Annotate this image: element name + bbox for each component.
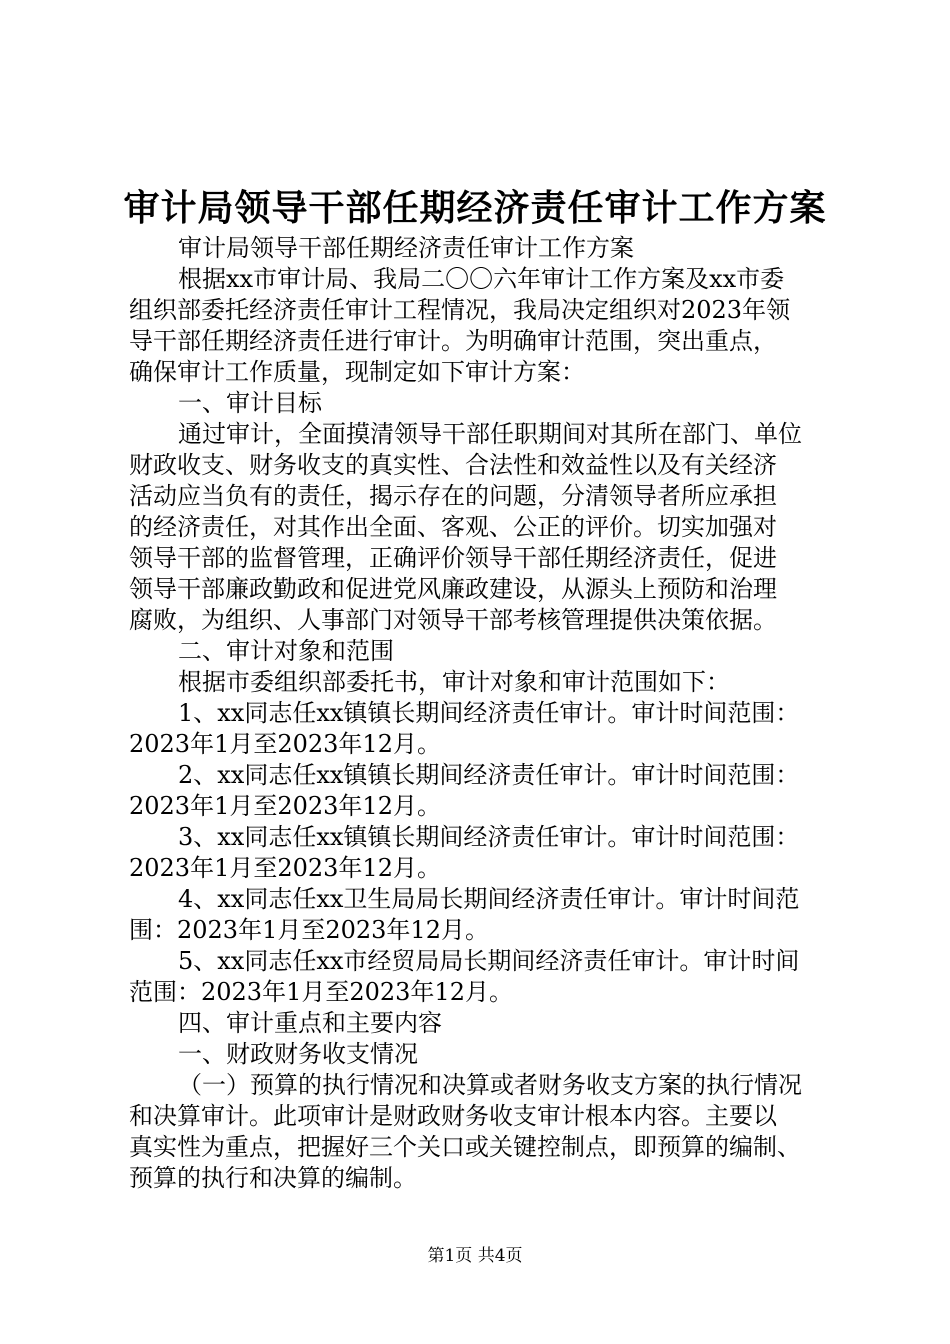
list-item-continuation: 2023年1月至2023年12月。 xyxy=(129,730,441,758)
paragraph-line: 财政收支、财务收支的真实性、合法性和效益性以及有关经济 xyxy=(129,451,777,479)
paragraph-line: 领导干部廉政勤政和促进党风廉政建设，从源头上预防和治理 xyxy=(129,575,777,603)
list-item-continuation: 围：2023年1月至2023年12月。 xyxy=(129,916,489,944)
section-heading: 二、审计对象和范围 xyxy=(178,637,394,665)
paragraph-line: 和决算审计。此项审计是财政财务收支审计根本内容。主要以 xyxy=(129,1102,777,1130)
paragraph-line: 活动应当负有的责任，揭示存在的问题，分清领导者所应承担 xyxy=(129,482,777,510)
paragraph-line: 审计局领导干部任期经济责任审计工作方案 xyxy=(178,234,634,262)
list-item-continuation: 2023年1月至2023年12月。 xyxy=(129,854,441,882)
list-item: 3、xx同志任xx镇镇长期间经济责任审计。审计时间范围： xyxy=(178,823,800,851)
paragraph-line: 的经济责任，对其作出全面、客观、公正的评价。切实加强对 xyxy=(129,513,777,541)
list-item: 4、xx同志任xx卫生局局长期间经济责任审计。审计时间范 xyxy=(178,885,800,913)
section-heading: 一、审计目标 xyxy=(178,389,322,417)
paragraph-line: （一）预算的执行情况和决算或者财务收支方案的执行情况 xyxy=(178,1071,802,1099)
section-heading: 四、审计重点和主要内容 xyxy=(178,1009,442,1037)
list-item: 2、xx同志任xx镇镇长期间经济责任审计。审计时间范围： xyxy=(178,761,800,789)
list-item: 5、xx同志任xx市经贸局局长期间经济责任审计。审计时间 xyxy=(178,947,800,975)
document-body xyxy=(129,233,839,1194)
document-title: 审计局领导干部任期经济责任审计工作方案 xyxy=(123,187,827,229)
list-item: 1、xx同志任xx镇镇长期间经济责任审计。审计时间范围： xyxy=(178,699,800,727)
page-number: 第1页 共4页 xyxy=(427,1246,523,1266)
paragraph-line: 确保审计工作质量，现制定如下审计方案： xyxy=(129,358,585,386)
paragraph-line: 根据xx市审计局、我局二〇〇六年审计工作方案及xx市委 xyxy=(178,265,785,293)
paragraph-line: 组织部委托经济责任审计工程情况，我局决定组织对2023年领 xyxy=(129,296,791,324)
paragraph-line: 真实性为重点，把握好三个关口或关键控制点，即预算的编制、 xyxy=(129,1133,801,1161)
list-item-continuation: 2023年1月至2023年12月。 xyxy=(129,792,441,820)
paragraph-line: 根据市委组织部委托书，审计对象和审计范围如下： xyxy=(178,668,730,696)
paragraph-line: 通过审计，全面摸清领导干部任职期间对其所在部门、单位 xyxy=(178,420,802,448)
paragraph-line: 导干部任期经济责任进行审计。为明确审计范围，突出重点， xyxy=(129,327,777,355)
paragraph-line: 预算的执行和决算的编制。 xyxy=(129,1164,417,1192)
subsection-heading: 一、财政财务收支情况 xyxy=(178,1040,418,1068)
paragraph-line: 腐败，为组织、人事部门对领导干部考核管理提供决策依据。 xyxy=(129,606,777,634)
list-item-continuation: 范围：2023年1月至2023年12月。 xyxy=(129,978,513,1006)
paragraph-line: 领导干部的监督管理，正确评价领导干部任期经济责任，促进 xyxy=(129,544,777,572)
